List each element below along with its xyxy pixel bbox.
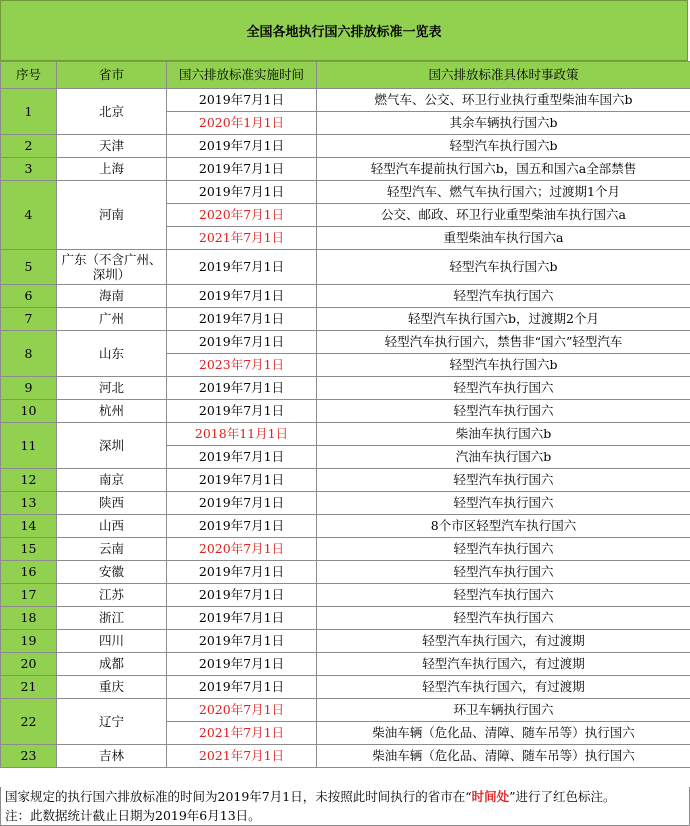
header-city: 省市 [57,62,167,89]
table-row [1,699,690,722]
row-policy: 轻型汽车执行国六 [317,584,690,607]
row-date: 2019年7月1日 [167,446,317,469]
row-date: 2020年7月1日 [167,204,317,227]
row-number: 19 [1,630,57,653]
row-number: 20 [1,653,57,676]
row-number: 4 [1,181,57,250]
row-date: 2019年7月1日 [167,181,317,204]
row-number: 14 [1,515,57,538]
row-date: 2020年1月1日 [167,112,317,135]
row-city: 天津 [57,135,167,158]
table-row [1,158,690,181]
table-row [1,89,690,112]
row-date: 2019年7月1日 [167,630,317,653]
row-policy: 轻型汽车执行国六 [317,285,690,308]
footnote-text-end: ”进行了红色标注。 [509,789,616,804]
row-date: 2019年7月1日 [167,469,317,492]
row-city: 杭州 [57,400,167,423]
row-city: 重庆 [57,676,167,699]
row-date: 2019年7月1日 [167,331,317,354]
row-date: 2019年7月1日 [167,400,317,423]
row-date: 2019年7月1日 [167,515,317,538]
sheet-title: 全国各地执行国六排放标准一览表 [0,0,688,61]
footnote [0,787,690,826]
row-policy: 重型柴油车执行国六a [317,227,690,250]
row-number: 12 [1,469,57,492]
row-policy: 柴油车辆（危化品、清障、随车吊等）执行国六 [317,722,690,745]
row-date: 2021年7月1日 [167,227,317,250]
row-number: 9 [1,377,57,400]
row-policy: 轻型汽车执行国六 [317,469,690,492]
row-policy: 公交、邮政、环卫行业重型柴油车执行国六a [317,204,690,227]
table-row [1,745,690,768]
row-city: 陕西 [57,492,167,515]
row-number: 11 [1,423,57,469]
header-date: 国六排放标准实施时间 [167,62,317,89]
row-city: 成都 [57,653,167,676]
row-number: 13 [1,492,57,515]
row-policy: 轻型汽车执行国六 [317,400,690,423]
row-city: 北京 [57,89,167,135]
row-policy: 轻型汽车执行国六，禁售非“国六”轻型汽车 [317,331,690,354]
row-city: 吉林 [57,745,167,768]
row-policy: 柴油车辆（危化品、清障、随车吊等）执行国六 [317,745,690,768]
header-no: 序号 [1,62,57,89]
row-number: 2 [1,135,57,158]
table-header-row [1,62,690,89]
table-row [1,676,690,699]
row-number: 17 [1,584,57,607]
row-date: 2018年11月1日 [167,423,317,446]
row-number: 22 [1,699,57,745]
row-policy: 燃气车、公交、环卫行业执行重型柴油车国六b [317,89,690,112]
row-policy: 轻型汽车执行国六 [317,492,690,515]
table-row [1,400,690,423]
row-policy: 轻型汽车执行国六b [317,250,690,285]
row-policy: 轻型汽车执行国六b [317,135,690,158]
table-row [1,653,690,676]
row-city: 辽宁 [57,699,167,745]
row-city: 云南 [57,538,167,561]
row-date: 2023年7月1日 [167,354,317,377]
row-number: 1 [1,89,57,135]
table-row [1,492,690,515]
row-policy: 轻型汽车执行国六b [317,354,690,377]
row-policy: 8个市区轻型汽车执行国六 [317,515,690,538]
row-policy: 轻型汽车、燃气车执行国六；过渡期1个月 [317,181,690,204]
header-policy: 国六排放标准具体时事政策 [317,62,690,89]
row-policy: 轻型汽车执行国六b，过渡期2个月 [317,308,690,331]
table-body [1,89,690,768]
row-date: 2021年7月1日 [167,722,317,745]
row-number: 7 [1,308,57,331]
row-policy: 轻型汽车提前执行国六b，国五和国六a全部禁售 [317,158,690,181]
row-date: 2019年7月1日 [167,653,317,676]
table-row [1,331,690,354]
table-row [1,630,690,653]
table-row [1,515,690,538]
table-row [1,538,690,561]
row-policy: 轻型汽车执行国六 [317,377,690,400]
row-city: 四川 [57,630,167,653]
row-city: 河北 [57,377,167,400]
row-number: 8 [1,331,57,377]
row-date: 2019年7月1日 [167,250,317,285]
row-number: 3 [1,158,57,181]
row-number: 18 [1,607,57,630]
row-number: 6 [1,285,57,308]
footnote-line-1 [5,787,689,806]
table-row [1,561,690,584]
row-policy: 轻型汽车执行国六 [317,561,690,584]
row-date: 2019年7月1日 [167,89,317,112]
row-policy: 轻型汽车执行国六，有过渡期 [317,653,690,676]
standards-table [0,61,690,768]
row-policy: 其余车辆执行国六b [317,112,690,135]
row-date: 2019年7月1日 [167,285,317,308]
footnote-line-2: 注：此数据统计截止日期为2019年6月13日。 [5,808,261,823]
row-city: 山东 [57,331,167,377]
row-date: 2019年7月1日 [167,561,317,584]
row-city: 广东（不含广州、深圳） [57,250,167,285]
footnote-text: 国家规定的执行国六排放标准的时间为2019年7月1日，未按照此时间执行的省市在“ [5,789,472,804]
table-row [1,308,690,331]
row-city: 河南 [57,181,167,250]
row-policy: 轻型汽车执行国六 [317,538,690,561]
row-policy: 轻型汽车执行国六，有过渡期 [317,630,690,653]
table-row [1,584,690,607]
table-row [1,607,690,630]
row-date: 2019年7月1日 [167,676,317,699]
row-city: 海南 [57,285,167,308]
row-date: 2019年7月1日 [167,158,317,181]
row-number: 23 [1,745,57,768]
table-row [1,250,690,285]
row-date: 2019年7月1日 [167,377,317,400]
row-city: 广州 [57,308,167,331]
row-date: 2019年7月1日 [167,584,317,607]
row-date: 2019年7月1日 [167,308,317,331]
row-date: 2019年7月1日 [167,135,317,158]
row-city: 深圳 [57,423,167,469]
row-policy: 柴油车执行国六b [317,423,690,446]
row-city: 安徽 [57,561,167,584]
table-row [1,135,690,158]
row-date: 2020年7月1日 [167,699,317,722]
table-row [1,469,690,492]
row-city: 上海 [57,158,167,181]
row-city: 山西 [57,515,167,538]
row-number: 21 [1,676,57,699]
row-city: 浙江 [57,607,167,630]
row-number: 15 [1,538,57,561]
row-policy: 轻型汽车执行国六 [317,607,690,630]
row-number: 5 [1,250,57,285]
row-date: 2019年7月1日 [167,607,317,630]
row-number: 10 [1,400,57,423]
table-row [1,423,690,446]
row-policy: 轻型汽车执行国六，有过渡期 [317,676,690,699]
row-policy: 汽油车执行国六b [317,446,690,469]
row-date: 2020年7月1日 [167,538,317,561]
table-row [1,377,690,400]
table-row [1,181,690,204]
row-date: 2019年7月1日 [167,492,317,515]
table-row [1,285,690,308]
row-city: 南京 [57,469,167,492]
row-city: 江苏 [57,584,167,607]
footnote-highlight: 时间处 [471,789,510,804]
row-policy: 环卫车辆执行国六 [317,699,690,722]
row-number: 16 [1,561,57,584]
row-date: 2021年7月1日 [167,745,317,768]
